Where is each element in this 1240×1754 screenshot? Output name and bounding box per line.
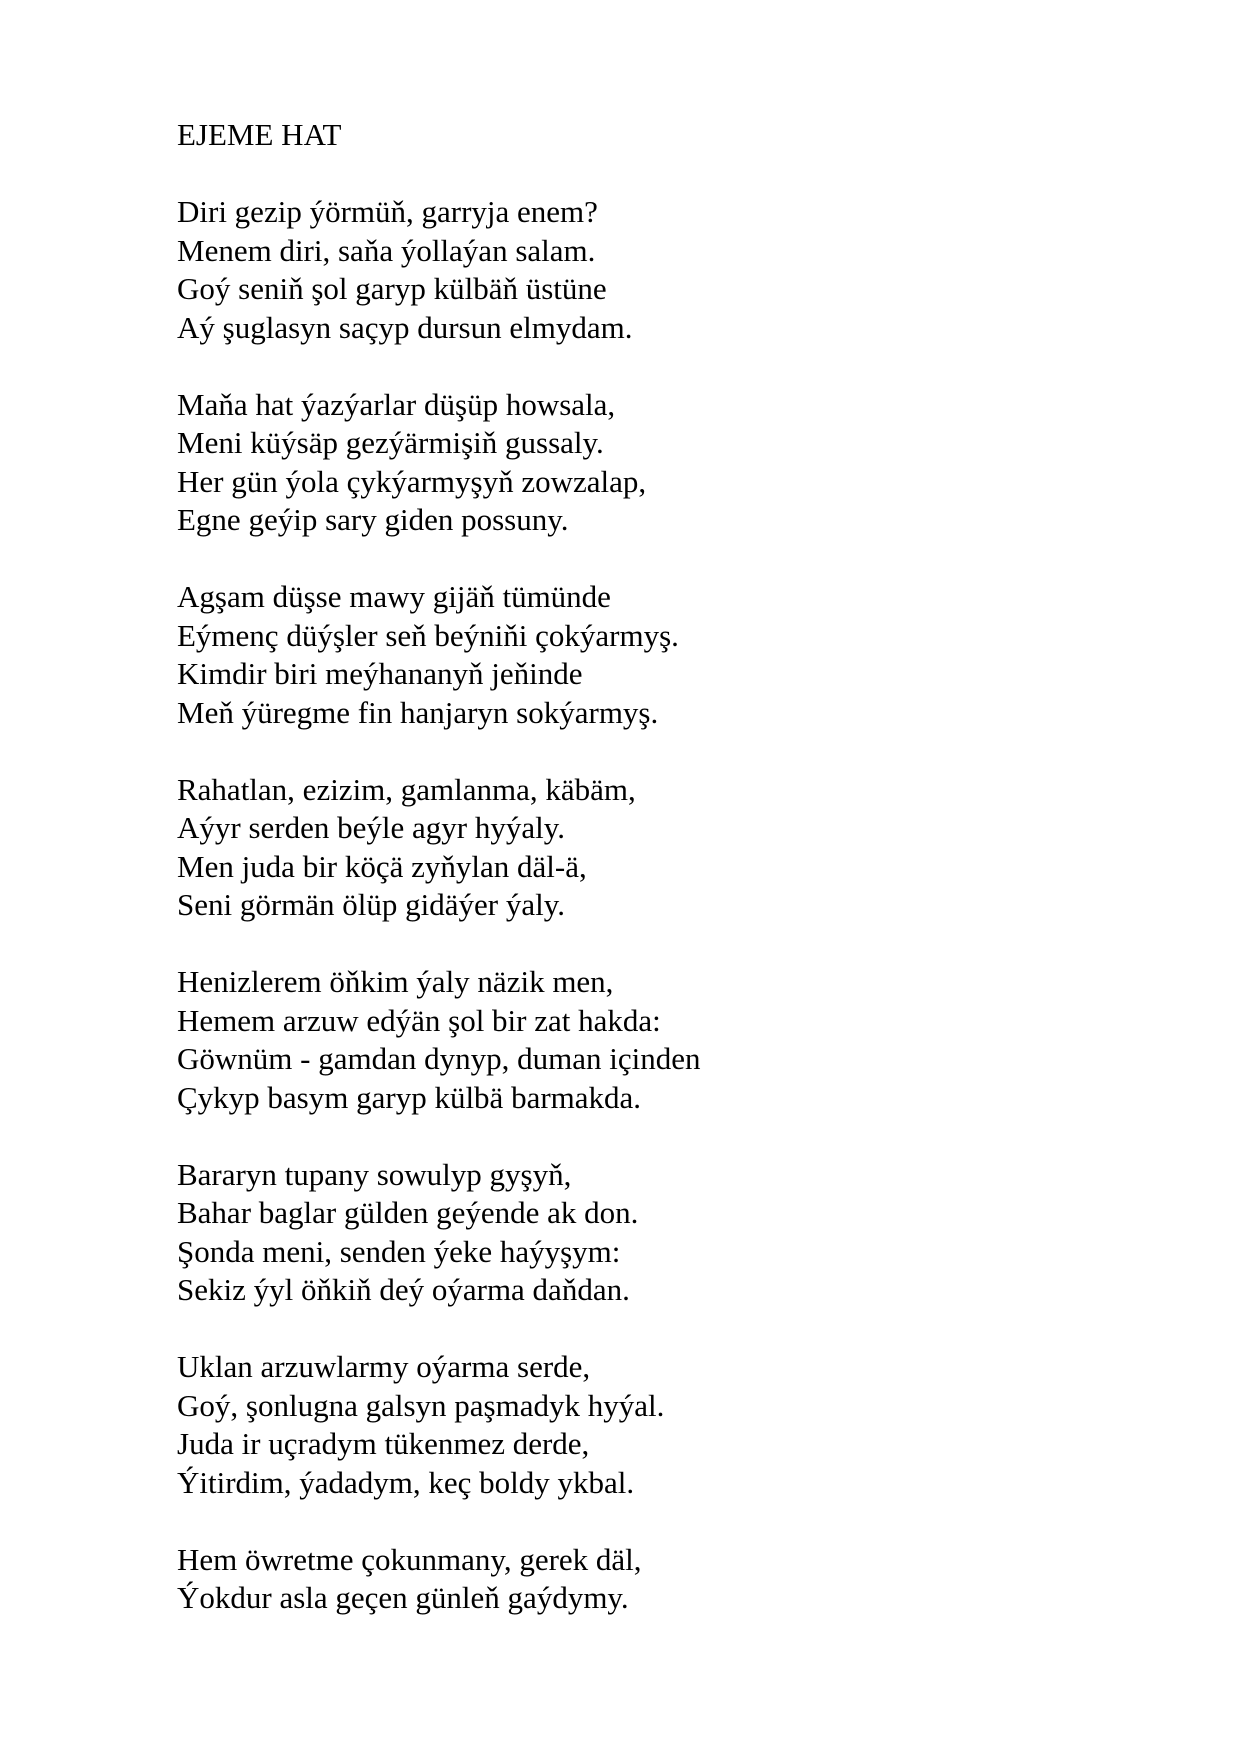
poem-line: Goý, şonlugna galsyn paşmadyk hyýal.: [177, 1387, 665, 1423]
poem-line: Aýyr serden beýle agyr hyýaly.: [177, 810, 565, 845]
poem-line: Çykyp basym garyp külbä barmakda.: [177, 1079, 642, 1115]
stanza: [177, 1156, 1177, 1310]
poem-title: EJEME HAT: [177, 117, 342, 152]
stanza: [177, 578, 1177, 732]
poem-line: Kimdir biri meýhananyň jeňinde: [177, 656, 583, 691]
poem-line: Henizlerem öňkim ýaly näzik men,: [177, 964, 614, 999]
poem-line: Uklan arzuwlarmy oýarma serde,: [177, 1349, 591, 1384]
poem-line: Diri gezip ýörmüň, garryja enem?: [177, 194, 598, 229]
poem-line: Şonda meni, senden ýeke haýyşym:: [177, 1233, 621, 1269]
poem-body: [177, 116, 1177, 1656]
poem-line: Maňa hat ýazýarlar düşüp howsala,: [177, 386, 616, 422]
poem-line: Egne geýip sary giden possuny.: [177, 502, 569, 537]
poem-line: Hem öwretme çokunmany, gerek däl,: [177, 1541, 642, 1577]
poem-line: Meň ýüregme fin hanjaryn sokýarmyş.: [177, 694, 659, 730]
stanza: [177, 771, 1177, 925]
poem-line: Juda ir uçradym tükenmez derde,: [177, 1426, 590, 1461]
poem-line: Meni küýsäp gezýärmişiň gussaly.: [177, 425, 604, 460]
poem-line: Her gün ýola çykýarmyşyň zowzalap,: [177, 463, 647, 499]
poem-line: Sekiz ýyl öňkiň deý oýarma daňdan.: [177, 1272, 630, 1307]
poem-line: Goý seniň şol garyp külbäň üstüne: [177, 271, 607, 306]
poem-line: Eýmenç düýşler seň beýniňi çokýarmyş.: [177, 617, 679, 653]
poem-line: Bahar baglar gülden geýende ak don.: [177, 1195, 639, 1230]
poem-line: Rahatlan, ezizim, gamlanma, käbäm,: [177, 771, 636, 807]
poem-line: Hemem arzuw edýän şol bir zat hakda:: [177, 1002, 661, 1038]
stanza: [177, 193, 1177, 347]
poem-line: Seni görmän ölüp gidäýer ýaly.: [177, 887, 565, 922]
poem-line: Men juda bir köçä zyňylan däl-ä,: [177, 848, 587, 884]
poem-line: Ýokdur asla geçen günleň gaýdymy.: [177, 1580, 629, 1615]
poem-line: Aý şuglasyn saçyp dursun elmydam.: [177, 309, 633, 345]
stanza: [177, 1541, 1177, 1618]
stanza: [177, 386, 1177, 540]
stanza: [177, 1348, 1177, 1502]
poem-line: Bararyn tupany sowulyp gyşyň,: [177, 1156, 572, 1192]
poem-line: Menem diri, saňa ýollaýan salam.: [177, 232, 596, 268]
stanza: [177, 963, 1177, 1117]
poem-line: Göwnüm - gamdan dynyp, duman içinden: [177, 1041, 701, 1076]
poem-line: Agşam düşse mawy gijäň tümünde: [177, 579, 611, 614]
poem-line: Ýitirdim, ýadadym, keç boldy ykbal.: [177, 1464, 635, 1500]
